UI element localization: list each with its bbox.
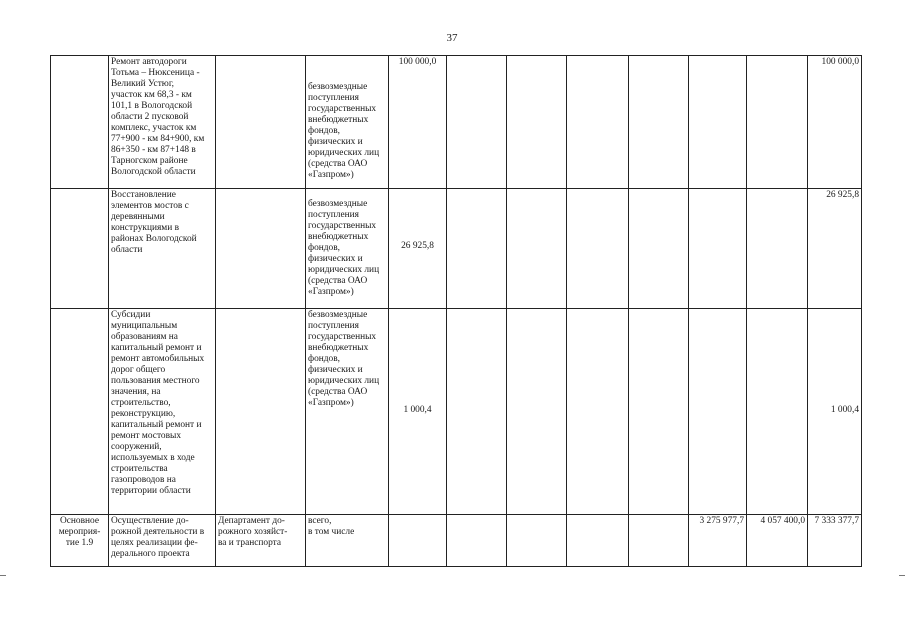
funding-source-cell: безвозмездные поступления государственных внебюджетных фондов, физических и юридических лиц (средства ОАО «Газпром») [306, 56, 389, 189]
table-row [51, 309, 862, 515]
activity-label-cell [51, 309, 109, 515]
empty-cell [567, 189, 629, 309]
total-cell: 7 333 377,7 [808, 515, 862, 567]
total-cell: 26 925,8 [808, 189, 862, 309]
empty-cell [567, 56, 629, 189]
empty-cell [689, 309, 747, 515]
executor-cell: Департамент до- рожного хозяйст- ва и транспорта [216, 515, 306, 567]
amount-cell: 3 275 977,7 [689, 515, 747, 567]
empty-cell [747, 56, 808, 189]
empty-cell [567, 309, 629, 515]
empty-cell [447, 56, 507, 189]
activity-name-cell: Осуществление до- рожной деятельности в целях реализации фе- дерального проекта [109, 515, 216, 567]
empty-cell [567, 515, 629, 567]
executor-cell [216, 56, 306, 189]
activity-name-cell: Субсидии муниципальным образованиям на капитальный ремонт и ремонт автомобильных дорог общего пользования местного значения, на строительство, реконструкцию, капитальный ремонт и ремонт мостовых сооружений, используемых в ходе строительства газопроводов на территории области [109, 309, 216, 515]
executor-cell [216, 309, 306, 515]
empty-cell [447, 189, 507, 309]
activity-name-cell: Восстановление элементов мостов с деревянными конструкциями в районах Вологодской области [109, 189, 216, 309]
amount-cell: 4 057 400,0 [747, 515, 808, 567]
funding-source-cell: всего, в том числе [306, 515, 389, 567]
funding-source-cell: безвозмездные поступления государственных внебюджетных фондов, физических и юридических лиц (средства ОАО «Газпром») [306, 309, 389, 515]
empty-cell [629, 515, 689, 567]
amount-cell: 1 000,4 [389, 309, 447, 515]
table-row [51, 56, 862, 189]
empty-cell [507, 309, 567, 515]
funding-source-cell: безвозмездные поступления государственных внебюджетных фондов, физических и юридических лиц (средства ОАО «Газпром») [306, 189, 389, 309]
empty-cell [389, 515, 447, 567]
table-row [51, 515, 862, 567]
empty-cell [507, 515, 567, 567]
empty-cell [689, 189, 747, 309]
empty-cell [447, 309, 507, 515]
activity-name-cell: Ремонт автодороги Тотьма – Нюксеница - Великий Устюг, участок км 68,3 - км 101,1 в Вологодской области 2 пусковой комплекс, участок км 77+900 - км 84+900, км 86+350 - км 87+148 в Тарногском районе Вологодской области [109, 56, 216, 189]
activity-label-cell: Основное мероприя- тие 1.9 [51, 515, 109, 567]
empty-cell [447, 515, 507, 567]
empty-cell [629, 309, 689, 515]
activity-label-cell [51, 189, 109, 309]
right-margin-mark [899, 575, 905, 576]
empty-cell [747, 309, 808, 515]
empty-cell [629, 56, 689, 189]
amount-cell: 26 925,8 [389, 189, 447, 309]
empty-cell [689, 56, 747, 189]
page-number: 37 [446, 32, 458, 44]
empty-cell [747, 189, 808, 309]
left-margin-mark [0, 575, 6, 576]
amount-cell: 100 000,0 [389, 56, 447, 189]
total-cell: 100 000,0 [808, 56, 862, 189]
program-activities-table [50, 55, 862, 567]
activity-label-cell [51, 56, 109, 189]
empty-cell [629, 189, 689, 309]
empty-cell [507, 56, 567, 189]
table-row [51, 189, 862, 309]
executor-cell [216, 189, 306, 309]
total-cell: 1 000,4 [808, 309, 862, 515]
empty-cell [507, 189, 567, 309]
